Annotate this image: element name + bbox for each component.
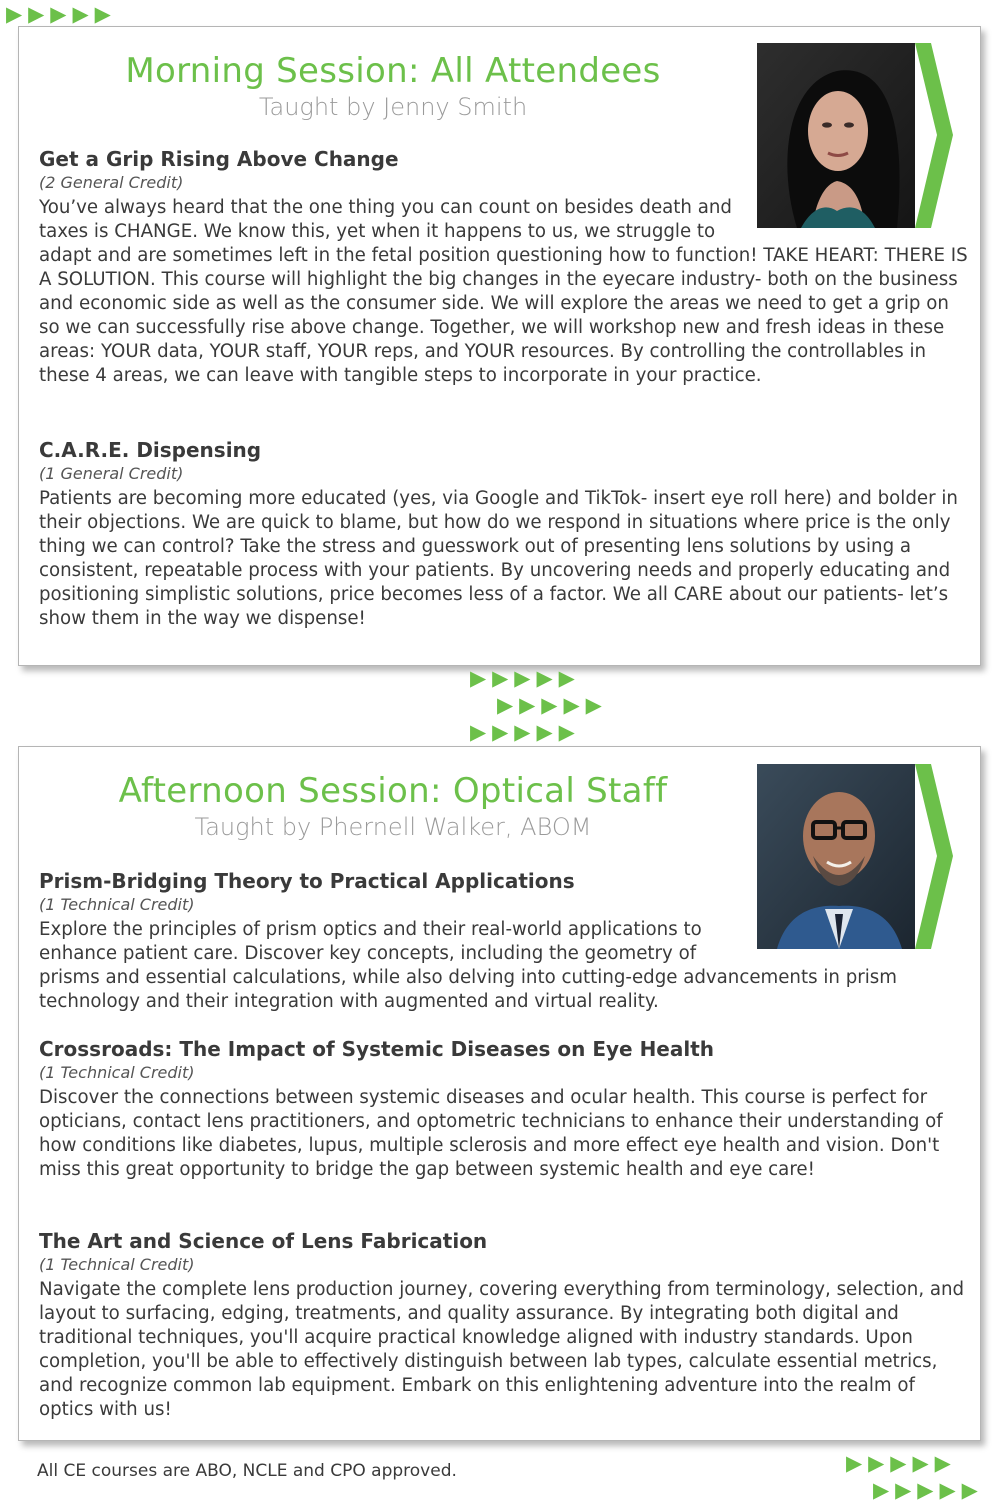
course-title: The Art and Science of Lens Fabrication xyxy=(39,1229,488,1253)
footer-approval-note: All CE courses are ABO, NCLE and CPO approved. xyxy=(37,1461,457,1481)
course-credit: (1 Technical Credit) xyxy=(39,1255,195,1274)
course-description-text: Explore the principles of prism optics and their real-world applications to enhance patient care. Discover key concepts, including the geometry of prisms and essential calculations, while also delving into cutting-edge advancements in prism technology and their integration with augmented and virtual reality. xyxy=(39,919,897,1012)
course-title: C.A.R.E. Dispensing xyxy=(39,438,262,462)
course-description xyxy=(39,196,969,388)
decorative-arrows-middle-3: ▶▶▶▶▶ xyxy=(470,720,581,744)
decorative-arrows-middle-2: ▶▶▶▶▶ xyxy=(497,693,608,717)
decorative-arrows-top: ▶▶▶▶▶ xyxy=(6,2,117,26)
course-care-dispensing xyxy=(39,438,969,631)
course-credit: (2 General Credit) xyxy=(39,173,184,192)
morning-session-card xyxy=(18,26,981,666)
photo-wrap-spacer xyxy=(745,918,969,966)
course-title: Crossroads: The Impact of Systemic Diseases on Eye Health xyxy=(39,1037,715,1061)
course-description: Patients are becoming more educated (yes, via Google and TikTok- insert eye roll here) and bolder in their objections. We are quick to blame, but how do we respond in situations where price is the only thing we can control? Take the stress and guesswork out of presenting lens solutions by using a consistent, repeatable process with your patients. By uncovering needs and properly educating and positioning simplistic solutions, price becomes less of a factor. We all CARE about our patients- let’s show them in the way we dispense! xyxy=(39,488,958,629)
afternoon-session-teacher: Taught by Phernell Walker, ABOM xyxy=(194,813,592,841)
decorative-arrows-bottom-2: ▶▶▶▶▶ xyxy=(873,1478,984,1502)
course-credit: (1 Technical Credit) xyxy=(39,1063,195,1082)
course-description-text: You’ve always heard that the one thing you can count on besides death and taxes is CHANGE. We know this, yet when it happens to us, we struggle to adapt and are sometimes left in the fetal position questioning how to function! TAKE HEART: THERE IS A SOLUTION. This course will highlight the big changes in the eyecare industry- both on the business and economic side as well as the consumer side. We will explore the areas we need to get a grip on so we can successfully rise above change. Together, we will workshop new and fresh ideas in these areas: YOUR data, YOUR staff, YOUR reps, and YOUR resources. By controlling the controllables in these 4 areas, we can leave with tangible steps to incorporate in your practice. xyxy=(39,197,968,386)
course-title: Prism-Bridging Theory to Practical Applications xyxy=(39,869,575,893)
course-description: Discover the connections between systemic diseases and ocular health. This course is perfect for opticians, contact lens practitioners, and optometric technicians to enhance their understanding of how conditions like diabetes, lupus, multiple sclerosis and more effect eye health and vision. Don't miss this great opportunity to bridge the gap between systemic health and eye care! xyxy=(39,1087,943,1180)
morning-session-title: Morning Session: All Attendees xyxy=(125,51,661,91)
course-prism-bridging xyxy=(39,869,969,1014)
afternoon-session-card xyxy=(18,746,981,1441)
course-description: Navigate the complete lens production journey, covering everything from terminology, selection, and layout to surfacing, edging, treatments, and quality assurance. By integrating both digital and traditional techniques, you'll acquire practical knowledge aligned with industry standards. Upon completion, you'll be able to effectively distinguish between lab types, calculate essential metrics, and recognize common lab equipment. Embark on this enlightening adventure into the realm of optics with us! xyxy=(39,1279,965,1420)
course-credit: (1 General Credit) xyxy=(39,464,184,483)
decorative-arrows-middle-1: ▶▶▶▶▶ xyxy=(470,666,581,690)
afternoon-session-title: Afternoon Session: Optical Staff xyxy=(118,771,668,811)
course-description xyxy=(39,918,969,1014)
course-lens-fabrication xyxy=(39,1229,969,1422)
course-crossroads xyxy=(39,1037,969,1182)
course-title: Get a Grip Rising Above Change xyxy=(39,147,399,171)
course-credit: (1 Technical Credit) xyxy=(39,895,195,914)
morning-session-teacher: Taught by Jenny Smith xyxy=(258,93,528,121)
decorative-arrows-bottom-1: ▶▶▶▶▶ xyxy=(846,1451,957,1475)
photo-wrap-spacer xyxy=(745,196,969,244)
course-get-a-grip xyxy=(39,147,969,388)
